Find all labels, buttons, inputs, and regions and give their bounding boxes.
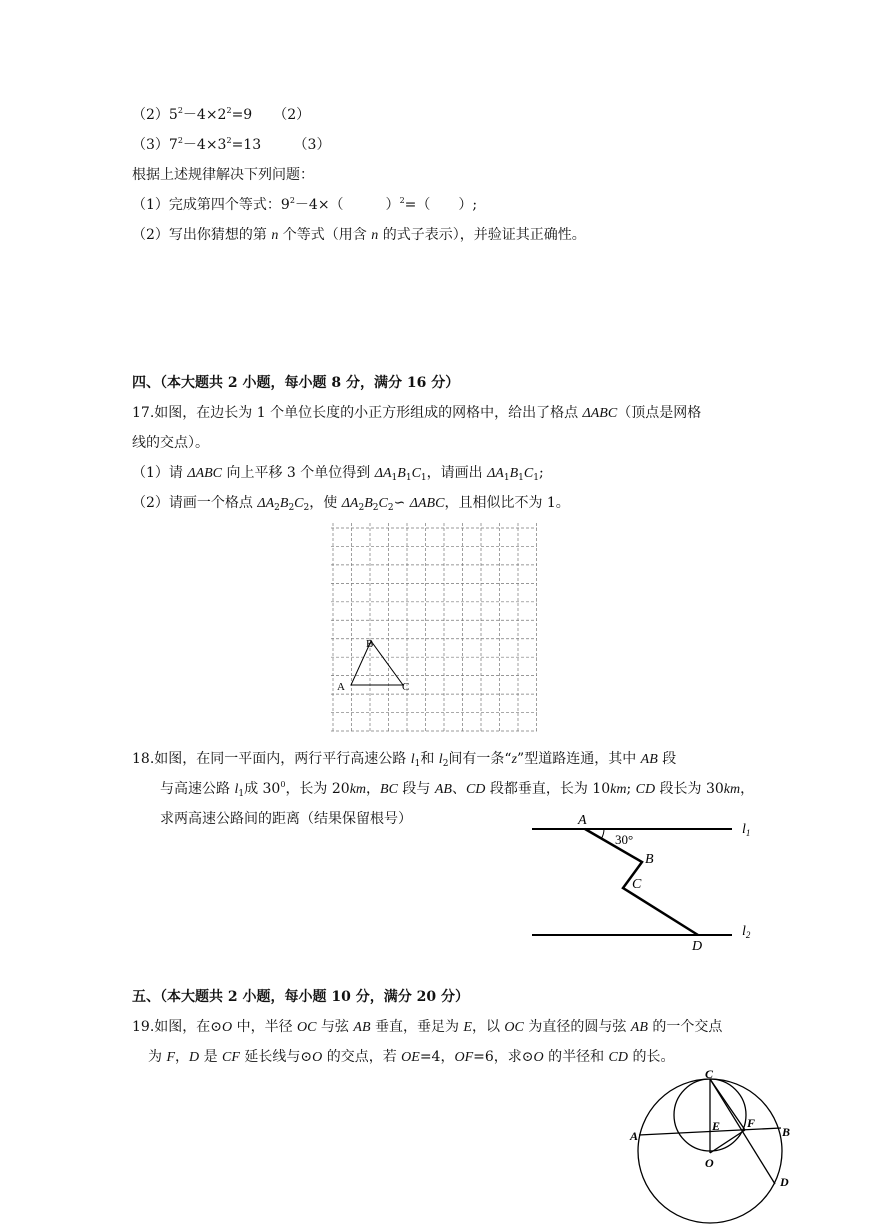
z-road (585, 829, 698, 935)
fig-label-c: C (632, 877, 642, 892)
p17-q1: （1）请 ΔABC 向上平移 3 个单位得到 $\Delta A_1B_1C_1$，请画出 $\Delta A_1B_1C_1$; (132, 465, 544, 483)
p18-line2: 与高速公路 $l_1$成 $30^0$，长为 20km，BC 段与 AB、CD 段都垂直，长为 10km; CD 段长为 30km， (160, 780, 755, 799)
rule-intro: 根据上述规律解决下列问题： (132, 167, 314, 183)
p19-line1: 19.如图，在⊙O 中，半径 OC 与弦 AB 垂直，垂足为 E，以 OC 为直径的圆与弦 AB 的一个交点 (132, 1019, 723, 1035)
eq-3: $(3)7^2-4\times 3^2=13$ （3） (132, 136, 331, 153)
section-4-heading: 四、（本大题共 2 小题，每小题 8 分，满分 16 分） (132, 375, 460, 391)
fig-label-l2: $l_2$ (742, 924, 751, 940)
p19-line2: 为 F，D 是 CF 延长线与⊙O 的交点，若 OE=4，OF=6，求⊙O 的半径和 CD 的长。 (148, 1049, 675, 1065)
circle-label-e: E (712, 1119, 721, 1133)
circle-label-d: D (780, 1175, 789, 1189)
angle-arc (601, 829, 604, 839)
grid-label-c: C (402, 681, 410, 693)
circle-figure (625, 1066, 800, 1228)
circle-label-b: B (782, 1125, 791, 1139)
p18-line3: 求两高速公路间的距离（结果保留根号） (160, 811, 412, 827)
question-1: （1）完成第四个等式：$9^2-4\times$（ ）$^2$=（ ）; (132, 196, 478, 213)
p18-line1: 18.如图，在同一平面内，两行平行高速公路 $l_1$和 $l_2$间有一条“z”型道路连通，其中 AB 段 (132, 751, 677, 769)
p17-line1: 17.如图，在边长为 1 个单位长度的小正方形组成的网格中，给出了格点 ΔABC（顶点是网格 (132, 405, 702, 421)
section-5-heading: 五、（本大题共 2 小题，每小题 10 分，满分 20 分） (132, 989, 469, 1005)
segment-of (710, 1130, 745, 1153)
fig-label-b: B (645, 852, 654, 867)
eq-2: $(2)5^2-4\times 2^2=9$ （2） (132, 106, 311, 123)
highway-figure (520, 810, 765, 955)
question-2: （2）写出你猜想的第 n 个等式（用含 n 的式子表示），并验证其正确性。 (132, 227, 586, 243)
grid-figure (331, 523, 541, 738)
circle-label-c: C (705, 1067, 714, 1081)
triangle-abc (351, 641, 403, 685)
grid-label-a: A (337, 681, 345, 693)
circle-label-o: O (705, 1156, 714, 1170)
fig-label-l1: $l_1$ (742, 822, 751, 838)
fig-label-d: D (692, 939, 703, 954)
circle-label-f: F (747, 1116, 756, 1130)
p17-q2: （2）请画一个格点 $\Delta A_2B_2C_2$，使 $\Delta A_2B_2C_2∽$ ΔABC，且相似比不为 1。 (132, 495, 570, 513)
p17-line2: 线的交点）。 (132, 435, 209, 451)
fig-label-angle: 30° (615, 832, 634, 847)
fig-label-a: A (578, 813, 587, 828)
circle-label-a: A (630, 1129, 639, 1143)
grid-label-b: B (366, 638, 374, 650)
